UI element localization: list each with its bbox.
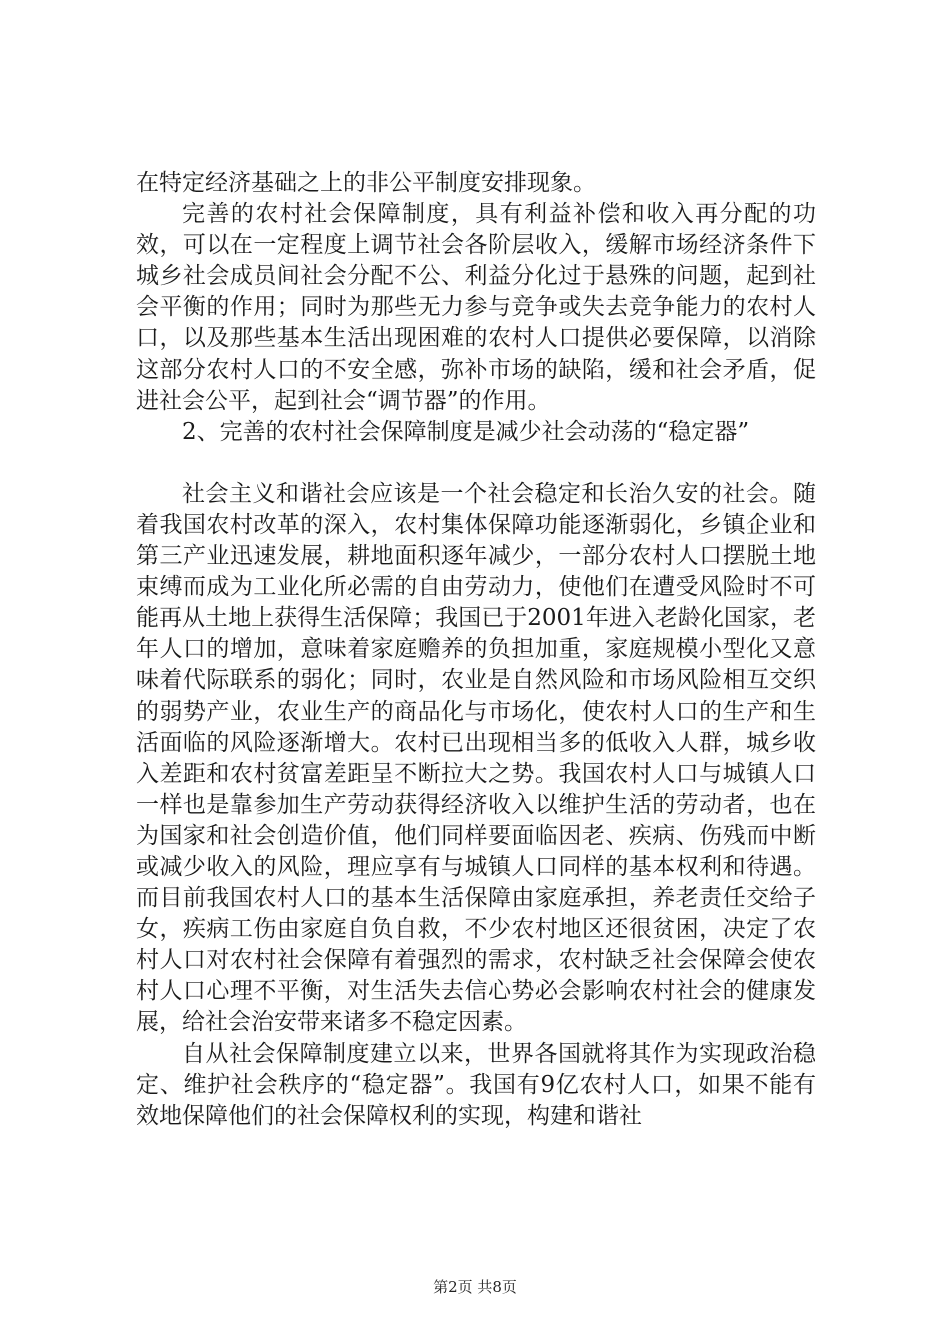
paragraph-social-security-history: 自从社会保障制度建立以来，世界各国就将其作为实现政治稳定、维护社会秩序的“稳定器”。我国有9亿农村人口，如果不能有效地保障他们的社会保障权利的实现，构建和谐社 <box>136 1040 816 1129</box>
paragraph-regulator: 完善的农村社会保障制度，具有利益补偿和收入再分配的功效，可以在一定程度上调节社会各阶层收入，缓解市场经济条件下城乡社会成员间社会分配不公、利益分化过于悬殊的问题，起到社会平衡的作用；同时为那些无力参与竞争或失去竞争能力的农村人口，以及那些基本生活出现困难的农村人口提供必要保障，以消除这部分农村人口的不安全感，弥补市场的缺陷，缓和社会矛盾，促进社会公平，起到社会“调节器”的作用。 <box>136 201 816 414</box>
page-number-footer: 第2页 共8页 <box>433 1278 517 1296</box>
paragraph-continuation: 在特定经济基础之上的非公平制度安排现象。 <box>136 170 596 196</box>
paragraph-harmonious-society: 社会主义和谐社会应该是一个社会稳定和长治久安的社会。随着我国农村改革的深入，农村集体保障功能逐渐弱化，乡镇企业和第三产业迅速发展，耕地面积逐年减少，一部分农村人口摆脱土地束缚而成为工业化所必需的自由劳动力，使他们在遭受风险时不可能再从土地上获得生活保障；我国已于2001年进入老龄化国家，老年人口的增加，意味着家庭赡养的负担加重，家庭规模小型化又意味着代际联系的弱化；同时，农业是自然风险和市场风险相互交织的弱势产业，农业生产的商品化与市场化，使农村人口的生产和生活面临的风险逐渐增大。农村已出现相当多的低收入人群，城乡收入差距和农村贫富差距呈不断拉大之势。我国农村人口与城镇人口一样也是靠参加生产劳动获得经济收入以维护生活的劳动者，也在为国家和社会创造价值，他们同样要面临因老、疾病、伤残而中断或减少收入的风险，理应享有与城镇人口同样的基本权利和待遇。而目前我国农村人口的基本生活保障由家庭承担，养老责任交给子女，疾病工伤由家庭自负自救，不少农村地区还很贫困，决定了农村人口对农村社会保障有着强烈的需求，农村缺乏社会保障会使农村人口心理不平衡，对生活失去信心势必会影响农村社会的健康发展，给社会治安带来诸多不稳定因素。 <box>136 480 816 1036</box>
document-body <box>136 168 816 1132</box>
section-heading-stabilizer: 2、完善的农村社会保障制度是减少社会动荡的“稳定器” <box>182 418 750 445</box>
